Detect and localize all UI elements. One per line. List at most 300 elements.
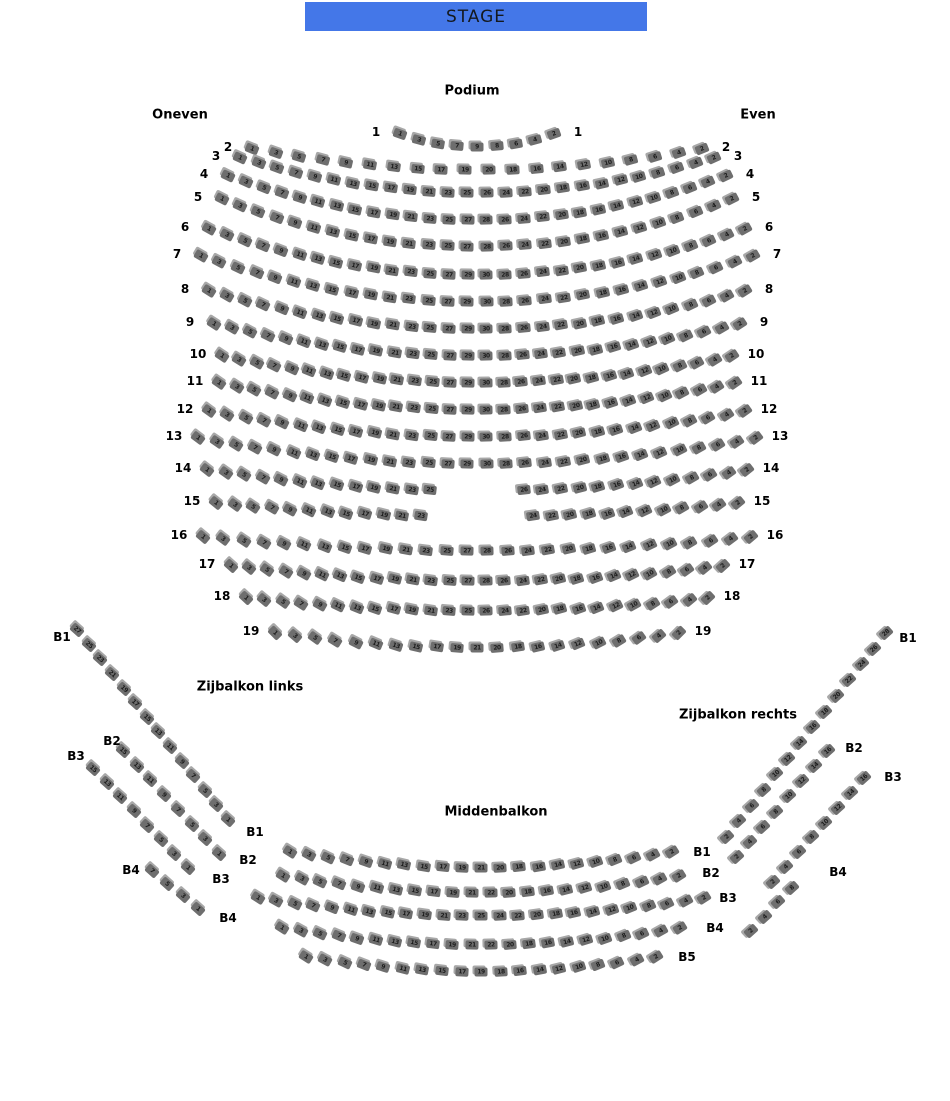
seat[interactable] [533, 403, 547, 414]
seat[interactable] [260, 329, 276, 343]
seat[interactable] [497, 405, 511, 415]
seat[interactable] [602, 370, 617, 383]
seat[interactable] [143, 773, 159, 788]
seat[interactable] [732, 317, 748, 332]
seat[interactable] [330, 424, 345, 437]
seat[interactable] [441, 242, 454, 252]
seat[interactable] [804, 830, 820, 845]
seat[interactable] [573, 263, 587, 274]
seat[interactable] [554, 210, 568, 221]
seat[interactable] [572, 427, 587, 439]
seat[interactable] [287, 897, 303, 911]
seat[interactable] [296, 566, 312, 580]
seat[interactable] [684, 471, 700, 485]
seat[interactable] [552, 347, 566, 358]
seat[interactable] [442, 606, 456, 616]
seat[interactable] [805, 719, 821, 734]
seat[interactable] [443, 576, 457, 586]
seat[interactable] [259, 563, 275, 578]
seat[interactable] [511, 910, 525, 920]
seat[interactable] [701, 294, 717, 308]
seat[interactable] [446, 888, 460, 898]
seat[interactable] [597, 932, 612, 945]
seat[interactable] [256, 298, 272, 312]
seat[interactable] [696, 891, 712, 906]
seat[interactable] [518, 240, 532, 250]
seat[interactable] [411, 134, 426, 146]
seat[interactable] [830, 800, 846, 815]
seat[interactable] [628, 310, 643, 323]
seat[interactable] [220, 169, 236, 183]
seat[interactable] [671, 869, 687, 884]
seat[interactable] [480, 188, 493, 197]
seat[interactable] [306, 280, 321, 293]
seat[interactable] [422, 296, 436, 306]
seat[interactable] [567, 373, 582, 385]
seat[interactable] [355, 372, 370, 384]
seat[interactable] [737, 404, 753, 419]
seat[interactable] [608, 599, 624, 613]
seat[interactable] [331, 930, 346, 943]
seat[interactable] [727, 376, 743, 391]
seat[interactable] [475, 912, 488, 921]
seat[interactable] [399, 908, 413, 919]
seat[interactable] [648, 950, 664, 965]
seat[interactable] [718, 169, 734, 183]
seat[interactable] [423, 213, 437, 223]
seat[interactable] [369, 882, 384, 894]
seat[interactable] [682, 535, 698, 549]
seat[interactable] [139, 818, 155, 833]
seat[interactable] [344, 453, 359, 465]
seat[interactable] [590, 426, 605, 438]
seat[interactable] [268, 147, 283, 160]
seat[interactable] [609, 313, 624, 325]
seat[interactable] [665, 473, 681, 487]
seat[interactable] [498, 576, 512, 586]
seat[interactable] [537, 185, 551, 195]
seat[interactable] [631, 631, 647, 646]
seat[interactable] [515, 404, 529, 414]
seat[interactable] [595, 453, 610, 465]
seat[interactable] [387, 573, 402, 585]
seat[interactable] [632, 222, 647, 234]
seat[interactable] [465, 940, 478, 949]
seat[interactable] [724, 192, 740, 206]
seat[interactable] [269, 894, 285, 908]
seat[interactable] [546, 128, 561, 141]
seat[interactable] [255, 239, 270, 252]
seat[interactable] [220, 812, 236, 827]
seat[interactable] [530, 910, 544, 921]
seat[interactable] [765, 874, 781, 889]
seat[interactable] [743, 923, 759, 938]
seat[interactable] [659, 897, 675, 911]
seat[interactable] [386, 483, 401, 494]
seat[interactable] [601, 541, 616, 554]
seat[interactable] [576, 290, 591, 301]
seat[interactable] [548, 908, 562, 919]
seat[interactable] [419, 545, 433, 556]
seat[interactable] [517, 431, 531, 441]
seat[interactable] [674, 386, 690, 400]
seat[interactable] [292, 192, 307, 205]
seat[interactable] [576, 454, 591, 466]
seat[interactable] [629, 253, 644, 265]
seat[interactable] [310, 253, 325, 265]
seat[interactable] [690, 266, 706, 279]
seat[interactable] [719, 228, 735, 242]
seat[interactable] [363, 290, 378, 301]
seat[interactable] [201, 284, 217, 299]
seat[interactable] [552, 963, 567, 975]
seat[interactable] [669, 162, 684, 175]
seat[interactable] [719, 407, 735, 422]
seat[interactable] [645, 596, 661, 611]
seat[interactable] [701, 234, 717, 248]
seat[interactable] [256, 181, 271, 194]
seat[interactable] [689, 356, 705, 370]
seat[interactable] [175, 889, 191, 904]
seat[interactable] [170, 802, 186, 817]
seat[interactable] [331, 878, 346, 891]
seat[interactable] [461, 405, 474, 414]
seat[interactable] [553, 162, 567, 173]
seat[interactable] [724, 349, 740, 364]
seat[interactable] [335, 397, 350, 410]
seat[interactable] [371, 400, 386, 412]
seat[interactable] [664, 416, 680, 430]
seat[interactable] [516, 350, 530, 360]
seat[interactable] [744, 798, 760, 813]
seat[interactable] [503, 940, 517, 950]
seat[interactable] [591, 636, 607, 650]
seat[interactable] [459, 165, 472, 174]
seat[interactable] [494, 967, 508, 977]
seat[interactable] [127, 695, 143, 710]
seat[interactable] [616, 930, 631, 943]
seat[interactable] [604, 904, 619, 917]
seat[interactable] [326, 174, 341, 186]
seat[interactable] [231, 352, 247, 366]
seat[interactable] [314, 568, 330, 582]
seat[interactable] [404, 212, 418, 222]
seat[interactable] [345, 178, 360, 190]
seat[interactable] [411, 163, 425, 173]
seat[interactable] [288, 217, 303, 230]
seat[interactable] [245, 499, 261, 514]
seat[interactable] [348, 260, 363, 272]
seat[interactable] [697, 561, 713, 576]
seat[interactable] [395, 963, 410, 975]
seat[interactable] [446, 940, 460, 950]
seat[interactable] [634, 875, 650, 889]
seat[interactable] [647, 151, 662, 163]
seat[interactable] [404, 484, 418, 495]
seat[interactable] [506, 165, 520, 175]
seat[interactable] [570, 346, 585, 358]
seat[interactable] [571, 961, 586, 974]
seat[interactable] [820, 743, 836, 758]
seat[interactable] [250, 891, 266, 906]
seat[interactable] [313, 875, 329, 889]
seat[interactable] [480, 606, 493, 615]
seat[interactable] [729, 849, 745, 864]
seat[interactable] [369, 934, 384, 946]
seat[interactable] [592, 260, 607, 272]
seat[interactable] [700, 175, 716, 189]
seat[interactable] [694, 142, 709, 155]
seat[interactable] [461, 242, 474, 251]
seat[interactable] [332, 570, 347, 583]
seat[interactable] [462, 378, 475, 387]
seat[interactable] [530, 641, 545, 653]
seat[interactable] [780, 751, 796, 766]
seat[interactable] [641, 899, 657, 913]
seat[interactable] [357, 508, 372, 520]
seat[interactable] [743, 529, 759, 544]
seat[interactable] [586, 399, 601, 411]
seat[interactable] [273, 473, 289, 487]
seat[interactable] [435, 165, 449, 175]
seat[interactable] [595, 230, 610, 242]
seat[interactable] [465, 888, 478, 897]
seat[interactable] [534, 574, 548, 585]
seat[interactable] [392, 128, 407, 141]
seat[interactable] [652, 872, 668, 886]
seat[interactable] [461, 324, 474, 333]
seat[interactable] [535, 604, 550, 616]
seat[interactable] [324, 901, 339, 914]
seat[interactable] [499, 270, 512, 280]
seat[interactable] [639, 392, 654, 405]
seat[interactable] [275, 594, 291, 609]
seat[interactable] [730, 495, 746, 510]
seat[interactable] [311, 196, 326, 208]
seat[interactable] [293, 924, 309, 938]
seat[interactable] [538, 294, 552, 305]
seat[interactable] [854, 657, 870, 672]
seat[interactable] [241, 561, 257, 576]
seat[interactable] [339, 157, 354, 169]
seat[interactable] [577, 160, 591, 171]
seat[interactable] [227, 497, 243, 512]
seat[interactable] [324, 451, 339, 464]
seat[interactable] [622, 901, 637, 914]
seat[interactable] [510, 642, 524, 653]
seat[interactable] [418, 910, 432, 921]
seat[interactable] [422, 240, 436, 250]
seat[interactable] [237, 234, 253, 248]
seat[interactable] [535, 430, 549, 441]
seat[interactable] [498, 606, 512, 616]
seat[interactable] [426, 939, 440, 950]
seat[interactable] [606, 341, 621, 353]
seat[interactable] [715, 558, 731, 573]
seat[interactable] [516, 605, 530, 616]
seat[interactable] [345, 230, 360, 242]
seat[interactable] [399, 544, 413, 555]
seat[interactable] [691, 440, 707, 454]
seat[interactable] [756, 782, 772, 797]
seat[interactable] [404, 321, 418, 332]
seat[interactable] [624, 154, 639, 166]
seat[interactable] [655, 362, 671, 376]
seat[interactable] [688, 205, 703, 218]
seat[interactable] [174, 754, 190, 769]
seat[interactable] [129, 758, 145, 773]
seat[interactable] [461, 188, 474, 197]
seat[interactable] [665, 302, 680, 315]
seat[interactable] [305, 448, 320, 461]
seat[interactable] [424, 575, 438, 586]
seat[interactable] [683, 239, 698, 252]
seat[interactable] [737, 284, 753, 299]
seat[interactable] [591, 204, 606, 216]
seat[interactable] [292, 306, 307, 319]
seat[interactable] [219, 289, 235, 303]
seat[interactable] [679, 563, 695, 578]
seat[interactable] [329, 257, 344, 269]
seat[interactable] [317, 540, 332, 553]
seat[interactable] [208, 495, 224, 510]
seat[interactable] [856, 770, 872, 785]
seat[interactable] [572, 318, 587, 330]
seat[interactable] [647, 475, 663, 489]
seat[interactable] [513, 966, 527, 977]
seat[interactable] [301, 848, 317, 862]
seat[interactable] [624, 568, 640, 582]
seat[interactable] [320, 851, 336, 865]
seat[interactable] [339, 507, 354, 520]
seat[interactable] [594, 178, 609, 190]
seat[interactable] [585, 372, 600, 384]
seat[interactable] [238, 175, 254, 189]
seat[interactable] [219, 407, 235, 422]
seat[interactable] [405, 430, 419, 441]
seat[interactable] [672, 443, 688, 457]
seat[interactable] [528, 134, 543, 146]
seat[interactable] [288, 166, 303, 179]
seat[interactable] [431, 138, 445, 149]
seat[interactable] [540, 937, 554, 948]
seat[interactable] [315, 154, 330, 166]
seat[interactable] [557, 236, 571, 247]
seat[interactable] [390, 375, 404, 386]
seat[interactable] [437, 910, 451, 920]
seat[interactable] [292, 249, 307, 262]
seat[interactable] [443, 405, 457, 415]
seat[interactable] [267, 625, 283, 641]
seat[interactable] [595, 287, 610, 299]
seat[interactable] [314, 339, 329, 352]
seat[interactable] [522, 939, 536, 950]
seat[interactable] [661, 565, 677, 580]
seat[interactable] [444, 378, 458, 388]
seat[interactable] [719, 289, 735, 303]
seat[interactable] [637, 365, 652, 378]
seat[interactable] [606, 570, 621, 583]
seat[interactable] [552, 573, 567, 585]
seat[interactable] [242, 325, 258, 339]
seat[interactable] [364, 181, 378, 192]
seat[interactable] [215, 531, 231, 546]
seat[interactable] [197, 832, 213, 847]
seat[interactable] [693, 499, 709, 514]
seat[interactable] [282, 845, 298, 860]
seat[interactable] [703, 533, 719, 548]
seat[interactable] [711, 497, 727, 512]
seat[interactable] [385, 265, 399, 276]
seat[interactable] [475, 968, 488, 977]
seat[interactable] [269, 211, 284, 224]
seat[interactable] [292, 475, 308, 489]
seat[interactable] [490, 141, 504, 151]
seat[interactable] [692, 383, 708, 397]
seat[interactable] [642, 539, 658, 553]
seat[interactable] [509, 138, 523, 149]
seat[interactable] [549, 375, 563, 386]
seat[interactable] [663, 594, 679, 609]
seat[interactable] [484, 888, 497, 897]
seat[interactable] [682, 592, 698, 607]
seat[interactable] [475, 864, 488, 873]
seat[interactable] [610, 257, 625, 269]
seat[interactable] [284, 362, 300, 376]
seat[interactable] [590, 601, 605, 614]
seat[interactable] [575, 181, 589, 192]
seat[interactable] [385, 210, 399, 221]
seat[interactable] [264, 386, 280, 400]
seat[interactable] [534, 349, 548, 360]
seat[interactable] [719, 829, 735, 844]
seat[interactable] [407, 937, 421, 948]
seat[interactable] [238, 590, 254, 605]
seat[interactable] [538, 238, 552, 249]
seat[interactable] [585, 905, 600, 917]
seat[interactable] [236, 533, 252, 548]
seat[interactable] [144, 863, 160, 878]
seat[interactable] [550, 639, 565, 652]
seat[interactable] [755, 819, 771, 834]
seat[interactable] [276, 537, 292, 551]
seat[interactable] [714, 321, 730, 335]
seat[interactable] [325, 284, 340, 296]
seat[interactable] [343, 904, 358, 917]
seat[interactable] [619, 506, 634, 519]
seat[interactable] [461, 432, 474, 441]
seat[interactable] [312, 927, 328, 941]
seat[interactable] [664, 845, 680, 860]
seat[interactable] [672, 359, 688, 373]
seat[interactable] [435, 966, 449, 977]
seat[interactable] [427, 887, 441, 898]
seat[interactable] [480, 459, 493, 468]
seat[interactable] [367, 318, 382, 330]
seat[interactable] [337, 956, 353, 970]
seat[interactable] [348, 636, 364, 650]
seat[interactable] [530, 163, 544, 173]
seat[interactable] [569, 858, 584, 870]
seat[interactable] [337, 370, 352, 383]
seat[interactable] [153, 832, 169, 847]
seat[interactable] [358, 856, 373, 869]
seat[interactable] [661, 332, 677, 345]
seat[interactable] [376, 509, 391, 521]
seat[interactable] [363, 160, 377, 171]
seat[interactable] [526, 511, 540, 522]
seat[interactable] [301, 365, 316, 378]
